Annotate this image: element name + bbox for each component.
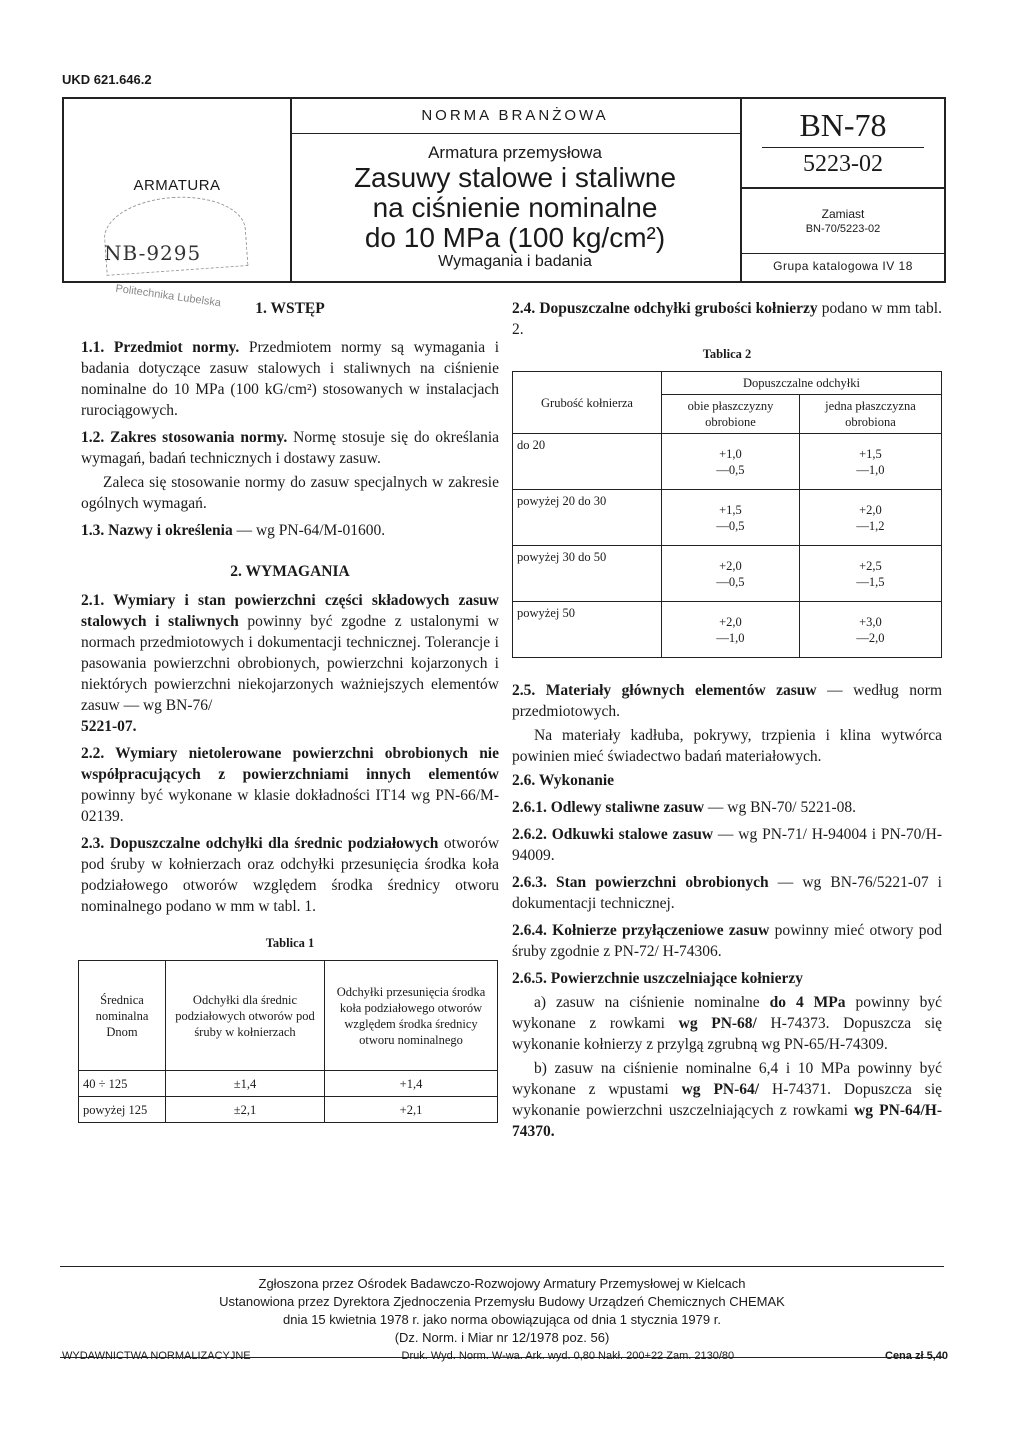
paragraph-text: a) zasuw na ciśnienie nominalne: [534, 994, 760, 1011]
table-cell: [662, 546, 800, 602]
table-row: [513, 546, 942, 602]
replaces-value: BN-70/5223-02: [805, 223, 881, 235]
paragraph-head: 2.1. Wymiary i stan powierzchni części składowych zasuw stalowych i staliwnych: [81, 592, 499, 630]
paragraph-bold: wg PN-64/H-74370.: [512, 1102, 943, 1140]
bn-number: 5223-02: [803, 151, 883, 177]
paragraph-2-6-5: [512, 968, 942, 989]
paragraph-text: b) zasuw na ciśnienie nominalne 6,4 i 10 MPa powinny być wykonane z wpustami: [512, 1060, 942, 1098]
paragraph-text: H-74373. Dopuszcza się wykonanie kołnierzy z przylgą zgrubną wg PN-65/H-74309.: [512, 1015, 943, 1053]
footer-line: Ustanowiona przez Dyrektora Zjednoczenia Przemysłu Budowy Urządzeń Chemicznych CHEMAK: [219, 1294, 785, 1309]
paragraph-2-4: [512, 298, 942, 340]
paragraph-text: Przedmiotem normy są wymagania i badania dotyczące zasuw stalowych i staliwnych na ciśnienie nominalne do 10 MPa (100 kG/cm²) stosowanych w instalacjach rurociągowych.: [81, 339, 500, 419]
table-row: [513, 490, 942, 546]
table-value: +2,0: [719, 614, 742, 629]
table-row: [513, 602, 942, 658]
paragraph-head: 2.4. Dopuszczalne odchyłki grubości kołnierzy: [512, 300, 818, 317]
paragraph-1-2: [81, 427, 499, 469]
table-cell: [799, 546, 941, 602]
paragraph-bold: wg PN-68/: [678, 1015, 757, 1032]
table-cell: powyżej 30 do 50: [513, 546, 662, 602]
paragraph-1-3: [81, 520, 499, 541]
section-heading: 1. WSTĘP: [255, 300, 325, 317]
paragraph-text: powinny być zgodne z ustalonymi w normach przedmiotowych i dokumentacji technicznej. Tolerancje i pasowania powierzchni obrobionych, powierzchni kojarzonych i niektórych powierzchni niekojarzonych ważniejszych elementów zasuw — wg BN-76/: [81, 613, 499, 714]
library-stamp-text: Politechnika Lubelska: [114, 282, 222, 310]
armatura-label: ARMATURA: [133, 177, 221, 194]
table-2: [512, 371, 942, 658]
price: Cena zł 5,40: [885, 1350, 948, 1362]
table-header-cell: Grubość kołnierza: [513, 372, 662, 434]
table-cell: [662, 490, 800, 546]
table-cell: [662, 602, 800, 658]
paragraph-2-3: [81, 833, 499, 917]
title-line-1: Zasuwy stalowe i staliwne: [353, 162, 677, 193]
table-row: [79, 1097, 498, 1123]
divider: [762, 147, 924, 148]
norm-title: [290, 163, 740, 253]
bn-code: BN-78: [799, 107, 887, 143]
left-column: [81, 298, 499, 1123]
paragraph-text: powinny być wykonane z rowkami: [512, 994, 943, 1032]
table-1: [78, 960, 498, 1123]
paragraph-head: 1.3. Nazwy i określenia: [81, 522, 233, 539]
print-info: Druk. Wyd. Norm. W-wa. Ark. wyd. 0,80 Nakł. 200+22 Zam. 2130/80: [401, 1350, 735, 1362]
footer-line: dnia 15 kwietnia 1978 r. jako norma obowiązująca od dnia 1 stycznia 1979 r.: [283, 1312, 721, 1327]
paragraph-text: otworów pod śruby w kołnierzach oraz odchyłki przesunięcia środka koła podziałowego otworów względem środka średnicy otworu nominalnego podano w mm w tabl. 1.: [81, 835, 500, 915]
paragraph-text: 5221-07.: [81, 718, 137, 735]
table-cell: 40 ÷ 125: [79, 1071, 166, 1097]
table-value: +1,0: [719, 446, 742, 461]
table-header-row: [513, 372, 942, 395]
title-line-3: do 10 MPa (100 kg/cm²): [364, 222, 666, 253]
paragraph-head: 2.6.5. Powierzchnie uszczelniające kołnierzy: [512, 970, 803, 987]
table-value: —0,5: [716, 574, 745, 589]
paragraph-2-6-3: [512, 872, 942, 914]
paragraph-1-2b: Zaleca się stosowanie normy do zasuw specjalnych w zakresie ogólnych wymagań.: [81, 474, 499, 512]
table-value: +3,0: [859, 614, 882, 629]
paragraph-text: — według norm przedmiotowych.: [512, 682, 943, 720]
table-row: [513, 434, 942, 490]
norma-type: NORMA BRANŻOWA: [421, 107, 609, 124]
table-cell: +1,4: [325, 1071, 498, 1097]
table-row: [79, 1071, 498, 1097]
table-header-cell: obie płaszczyzny obrobione: [662, 395, 800, 434]
paragraph-head: 2.6.2. Odkuwki stalowe zasuw: [512, 826, 714, 843]
paragraph-text: podano w mm tabl. 2.: [512, 300, 942, 338]
paragraph-head: 2.6.1. Odlewy staliwne zasuw: [512, 799, 705, 816]
section-heading: 2. WYMAGANIA: [230, 563, 350, 580]
table-cell: powyżej 125: [79, 1097, 166, 1123]
table-header-cell: Odchyłki przesunięcia środka koła podziałowego otworów względem środka średnicy otworu nominalnego: [325, 961, 498, 1071]
table-value: —1,2: [856, 518, 885, 533]
footer-line: (Dz. Norm. i Miar nr 12/1978 poz. 56): [394, 1330, 610, 1345]
replaces-label: Zamiast: [821, 207, 865, 221]
paragraph-text: — wg PN-71/ H-94004 i PN-70/H-94009.: [512, 826, 943, 864]
paragraph-bold: wg PN-64/: [681, 1081, 760, 1098]
paragraph-text: Normę stosuje się do określania wymagań, badań technicznych i dostawy zasuw.: [81, 429, 500, 467]
table-header-cell: Dopuszczalne odchyłki: [662, 372, 942, 395]
table-value: +1,5: [719, 502, 742, 517]
table-header-cell: Odchyłki dla średnic podziałowych otworów pod śruby w kołnierzach: [166, 961, 325, 1071]
catalog-group: Grupa katalogowa IV 18: [773, 259, 913, 273]
table-value: —0,5: [716, 462, 745, 477]
paragraph-head: 1.2. Zakres stosowania normy.: [81, 429, 288, 446]
paragraph-2-5b: Na materiały kadłuba, pokrywy, trzpienia i klina wytwórca powinien mieć świadectwo badań materiałowych.: [512, 727, 942, 765]
table-value: —0,5: [716, 518, 745, 533]
paragraph-head: 1.1. Przedmiot normy.: [81, 339, 240, 356]
table-cell: ±2,1: [166, 1097, 325, 1123]
paragraph-2-1: [81, 590, 499, 737]
paragraph-text: H-74371. Dopuszcza się wykonanie powierzchni uszczelniających z rowkami: [512, 1081, 943, 1119]
table-value: —1,0: [856, 462, 885, 477]
paragraph-text: powinny mieć otwory pod śruby zgodnie z PN-72/ H-74306.: [512, 922, 942, 960]
approval-footer: [60, 1266, 944, 1358]
table-1-caption: Tablica 1: [265, 936, 315, 950]
paragraph-text: — wg PN-64/M-01600.: [236, 522, 386, 539]
header-right-cell: [742, 99, 944, 281]
norm-header: [62, 97, 946, 283]
table-cell: powyżej 50: [513, 602, 662, 658]
paragraph-2-6: [512, 770, 942, 791]
divider: [742, 187, 944, 189]
table-header-cell: jedna płaszczyzna obrobiona: [799, 395, 941, 434]
paragraph-text: powinny być wykonane w klasie dokładności IT14 wg PN-66/M-02139.: [81, 787, 499, 825]
paragraph-2-5: [512, 680, 942, 722]
divider: [742, 253, 944, 254]
table-header-row: [79, 961, 498, 1071]
paragraph-2-6-2: [512, 824, 942, 866]
publisher: WYDAWNICTWA NORMALIZACYJNE: [62, 1350, 251, 1362]
table-cell: powyżej 20 do 30: [513, 490, 662, 546]
header-left-cell: [64, 99, 292, 281]
norm-requirements: Wymagania i badania: [438, 253, 592, 270]
paragraph-2-6-5b: [512, 1058, 942, 1142]
divider: [290, 133, 740, 134]
header-center-cell: [290, 99, 742, 281]
paragraph-bold: do 4 MPa: [769, 994, 846, 1011]
table-value: —1,0: [716, 630, 745, 645]
table-cell: [799, 490, 941, 546]
table-value: +2,0: [719, 558, 742, 573]
right-column: [512, 298, 942, 1145]
footer-line: Zgłoszona przez Ośrodek Badawczo-Rozwojowy Armatury Przemysłowej w Kielcach: [258, 1276, 746, 1291]
table-value: +2,0: [859, 502, 882, 517]
paragraph-head: 2.2. Wymiary nietolerowane powierzchni obrobionych nie współpracujących z powierzchniami innych elementów: [81, 745, 499, 783]
norm-subject: Armatura przemysłowa: [428, 143, 602, 162]
table-cell: [662, 434, 800, 490]
paragraph-head: 2.6. Wykonanie: [512, 772, 615, 789]
paragraph-2-6-4: [512, 920, 942, 962]
paragraph-1-1: [81, 337, 499, 421]
paragraph-head: 2.6.4. Kołnierze przyłączeniowe zasuw: [512, 922, 770, 939]
udk-code: UKD 621.646.2: [62, 72, 152, 87]
table-2-caption: Tablica 2: [702, 347, 752, 361]
imprint: [62, 1350, 948, 1362]
paragraph-head: 2.6.3. Stan powierzchni obrobionych: [512, 874, 769, 891]
table-value: +1,5: [859, 446, 882, 461]
table-cell: [799, 434, 941, 490]
title-line-2: na ciśnienie nominalne: [372, 192, 658, 223]
table-cell: ±1,4: [166, 1071, 325, 1097]
paragraph-text: — wg BN-76/5221-07 i dokumentacji technicznej.: [512, 874, 942, 912]
table-value: —1,5: [856, 574, 885, 589]
paragraph-text: — wg BN-70/ 5221-08.: [707, 799, 857, 816]
table-value: +2,5: [859, 558, 882, 573]
table-cell: +2,1: [325, 1097, 498, 1123]
table-value: —2,0: [856, 630, 885, 645]
paragraph-2-6-5a: [512, 992, 942, 1055]
paragraph-head: 2.3. Dopuszczalne odchyłki dla średnic podziałowych: [81, 835, 439, 852]
table-cell: [799, 602, 941, 658]
paragraph-2-2: [81, 743, 499, 827]
library-stamp-number: NB-9295: [104, 241, 202, 265]
table-cell: do 20: [513, 434, 662, 490]
paragraph-2-6-1: [512, 797, 942, 818]
table-header-cell: Średnica nominalna Dnom: [79, 961, 166, 1071]
paragraph-head: 2.5. Materiały głównych elementów zasuw: [512, 682, 817, 699]
